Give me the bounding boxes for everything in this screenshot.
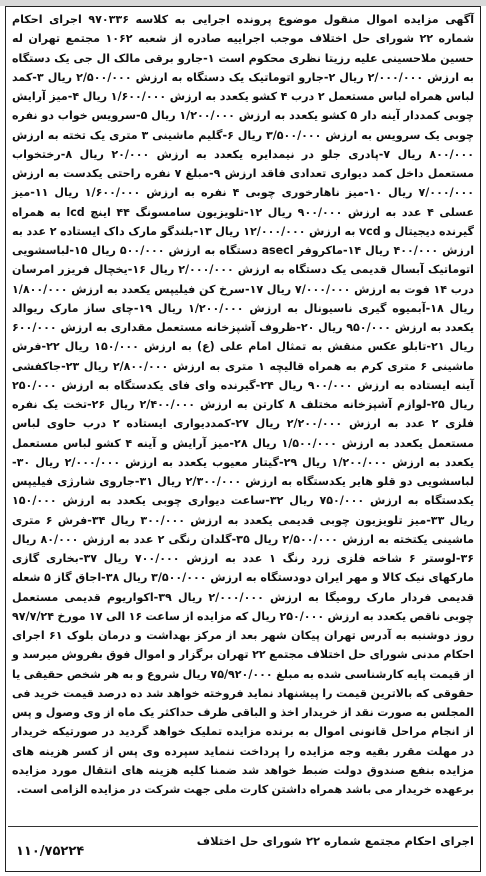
- notice-footer: [12, 830, 474, 866]
- auction-notice-text: آگهی مزایده اموال منقول موضوع پرونده اجرایی به کلاسه ۹۷۰۳۳۶ اجرای احکام شماره ۲۲ شورای حل اختلاف موجب اجراییه صادره از شعبه ۱۰۶۲ مجتمع تهران له حسین ملاحسینی علیه رزیتا نظری محکوم است ۱-جارو برقی مالک ال جی یک دستگاه به ارزش ۲/۰۰۰/۰۰۰ ریال ۲-جارو اتوماتیک یک دستگاه به ارزش ۲/۵۰۰/۰۰۰ ریال ۳-کمد لباس همراه لباس مستعمل ۲ درب ۴ کشو یکعدد به ارزش ۱/۶۰۰/۰۰۰ ریال ۴-میز آرایش چوبی کمددار آینه دار ۵ کشو یکعدد به ارزش ۱/۲۰۰/۰۰۰ ریال ۵-سرویس خواب دو نفره چوبی یک سرویس به ارزش ۳/۵۰۰/۰۰۰ ریال ۶-گلیم ماشینی ۳ متری یک تخته به ارزش ۸۰۰/۰۰۰ ریال ۷-پادری جلو در نیمدایره یکعدد به ارزش ۲۰/۰۰۰ ریال ۸-رختخواب مستعمل داخل کمد دیواری تعدادی فاقد ارزش ۹-مبلغ ۷ نفره راحتی یکدست به ارزش ۷/۰۰۰/۰۰۰ ریال ۱۰-میز ناهارخوری چوبی ۴ نفره به ارزش ۱/۶۰۰/۰۰۰ ریال ۱۱-میز عسلی ۴ عدد به ارزش ۹۰۰/۰۰۰ ریال ۱۲-تلویزیون سامسونگ ۴۴ اینچ lcd به همراه گیرنده دیجیتال و vcd به ارزش ۱۲/۰۰۰/۰۰۰ ریال ۱۳-بلندگو مارک داک ایستاده ۲ عدد به ارزش ۴۰۰/۰۰۰ ریال ۱۴-ماکروفر asecl دستگاه به ارزش ۵۰۰/۰۰۰ ریال ۱۵-لباسشویی اتوماتیک آبسال قدیمی یک دستگاه به ارزش ۲/۰۰۰/۰۰۰ ریال ۱۶-یخچال فریزر امرسان درب ۱۴ فوت به ارزش ۷/۰۰۰/۰۰۰ ریال ۱۷-سرخ کن فیلیپس یکعدد به ارزش ۱/۸۰۰/۰۰۰ ریال ۱۸-آبمیوه گیری ناسیونال به ارزش ۱/۲۰۰/۰۰۰ ریال ۱۹-چای ساز مارک ریوالد یکعدد به ارزش ۹۵۰/۰۰۰ ریال ۲۰-ظروف آشپزخانه مستعمل مقداری به ارزش ۶۰۰/۰۰۰ ریال ۲۱-تابلو عکس منقش به تمثال امام علی (ع) به ارزش ۱۵۰/۰۰۰ ریال ۲۲-فرش ماشینی ۶ متری کرم به همراه قالیچه ۱ متری به ارزش ۲/۸۰۰/۰۰۰ ریال ۲۳-جاکفشی آینه ایستاده به ارزش ۹۰۰/۰۰۰ ریال ۲۴-گیرنده وای فای یکدستگاه به ارزش ۲۵۰/۰۰۰ ریال ۲۵-لوازم آشپزخانه مختلف ۸ کارتن به ارزش ۲/۴۰۰/۰۰۰ ریال ۲۶-تخت یک نفره فلزی ۲ عدد به ارزش ۲/۲۰۰/۰۰۰ ریال ۲۷-کمددیواری ایستاده ۲ درب حاوی لباس مستعمل یکعدد به ارزش ۱/۵۰۰/۰۰۰ ریال ۲۸-میز آرایش و آینه ۴ کشو لباس مستعمل یکعدد به ارزش ۱/۲۰۰/۰۰۰ ریال ۲۹-گیتار معیوب یکعدد به ارزش ۲/۰۰۰/۰۰۰ ریال ۳۰-لباسشویی دو قلو هایر یکدستگاه به ارزش ۲/۳۰۰/۰۰۰ ریال ۳۱-جاروی شارژی فیلیپس یکدستگاه به ارزش ۷۵۰/۰۰۰ ریال ۳۲-ساعت دیواری چوبی یکعدد به ارزش ۱۵۰/۰۰۰ ریال ۳۳-میز تلویزیون چوبی قدیمی یکعدد به ارزش ۳۰۰/۰۰۰ ریال ۳۴-فرش ۶ متری ماشینی یکتخته به ارزش ۲/۵۰۰/۰۰۰ ریال ۳۵-گلدان رنگی ۲ عدد به ارزش ۸۰/۰۰۰ ریال ۳۶-لوستر ۶ شاخه فلزی زرد رنگ ۱ عدد به ارزش ۷۰۰/۰۰۰ ریال ۳۷-بخاری گازی مارکهای نیک کالا و مهر ایران دودستگاه به ارزش ۳/۵۰۰/۰۰۰ ریال ۳۸-اجاق گاز ۵ شعله قدیمی فردار مارک رومیگا به ارزش ۲/۰۰۰/۰۰۰ ریال ۳۹-اکواریوم قدیمی مستعمل چوبی ناقص یکعدد به ارزش ۲۵۰/۰۰۰ ریال که مزایده از ساعت ۱۶ الی ۱۷ مورخ ۹۷/۷/۲۴ روز دوشنبه به آدرس تهران پیکان شهر بعد از مرکز بهداشت و درمان بلوک ۶۱ اجرای احکام مدنی شورای حل اختلاف مجتمع ۲۲ تهران برگزار و اموال فوق بفروش میرسد و از قیمت پایه کارشناسی شده به مبلغ ۷۵/۹۲۰/۰۰۰ ریال شروع و به هر شخص حقیقی یا حقوقی که بالاترین قیمت را پیشنهاد نماید فروخته خواهد شد ده درصد قیمت خرید فی المجلس به صورت نقد از خریدار اخذ و الباقی ظرف حداکثر یک ماه از وی وصول و پس از انجام مراحل قانونی اموال به برنده مزایده تملیک خواهد گردید در صورتیکه خریدار در مهلت مقرر بقیه وجه مزایده را پرداخت ننماید سپرده وی پس از کسر هزینه های مزایده بنفع صندوق دولت ضبط خواهد شد ضمنا کلیه هزینه های انتقال مورد مزایده برعهده خریدار می باشد همراه داشتن کارت ملی جهت شرکت در مزایده الزامی است.: [12, 13, 475, 796]
- footer-divider: [8, 826, 478, 827]
- issuer-signature: اجرای احکام مجتمع شماره ۲۲ شورای حل اختلاف: [196, 834, 474, 848]
- notice-code: ۱۱۰/۷۵۲۲۴: [16, 844, 85, 859]
